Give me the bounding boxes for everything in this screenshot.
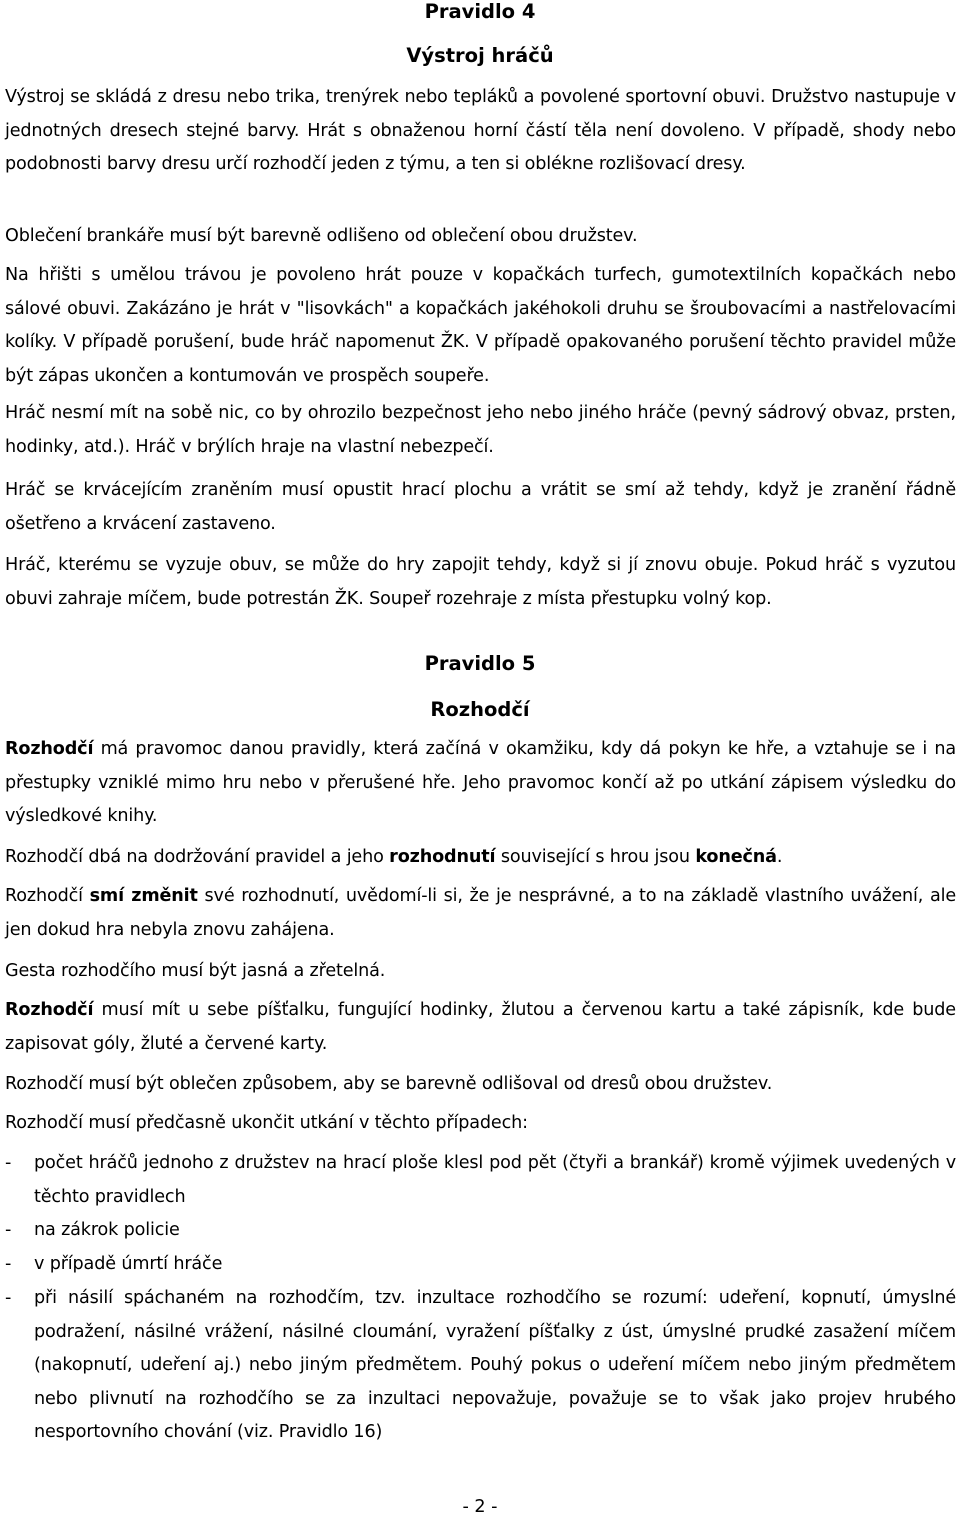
rule5-p3-bold: smí změnit [89, 886, 198, 906]
rule5-p1-text: má pravomoc danou pravidly, která začíná v okamžiku, kdy dá pokyn ke hře, a vztahuje se i na přestupky vzniklé mimo hru nebo v přerušené hře. Jeho pravomoc končí až po utkání zápisem výsledku do výsledkové knihy. [5, 739, 956, 826]
rule5-paragraph-1 [5, 733, 956, 834]
list-item [5, 1248, 956, 1282]
list-dash: - [5, 1288, 12, 1308]
rule5-p3-text-a: Rozhodčí [5, 886, 90, 906]
list-dash: - [5, 1220, 12, 1240]
rule5-p5-bold: Rozhodčí [5, 1000, 94, 1020]
list-dash: - [5, 1153, 12, 1173]
rule5-p1-bold: Rozhodčí [5, 739, 94, 759]
list-item [5, 1147, 956, 1214]
rule4-paragraph-3: Na hřišti s umělou trávou je povoleno hrát pouze v kopačkách turfech, gumotextilních kopačkách nebo sálové obuvi. Zakázáno je hrát v "lisovkách" a kopačkách jakéhokoli druhu se šroubovacími a nastřelovacími kolíky. V případě porušení, bude hráč napomenut ŽK. V případě opakovaného porušení těchto pravidel může být zápas ukončen a kontumován ve prospěch soupeře. [5, 265, 956, 386]
rule4-paragraph-2: Oblečení brankáře musí být barevně odlišeno od oblečení obou družstev. [5, 226, 638, 246]
list-item-text: v případě úmrtí hráče [34, 1254, 223, 1274]
rule5-paragraph-5 [5, 994, 956, 1061]
list-item-text: při násilí spáchaném na rozhodčím, tzv. inzultace rozhodčího se rozumí: udeření, kopnutí, úmyslné podražení, násilné vrážení, násilné cloumání, vyražení píšťalky z úst, úmyslné prudké zasažení míčem (nakopnutí, udeření aj.) nebo jiným předmětem. Pouhý pokus o udeření míčem nebo jiným předmětem nebo plivnutí na rozhodčího se za inzultaci nepovažuje, považuje se to však jako projev hrubého nesportovního chování (viz. Pravidlo 16) [34, 1288, 956, 1442]
page-number: - 2 - [462, 1497, 498, 1517]
rule4-title: Pravidlo 4 [424, 0, 536, 23]
list-item [5, 1282, 956, 1450]
list-dash: - [5, 1254, 12, 1274]
rule5-paragraph-6: Rozhodčí musí být oblečen způsobem, aby se barevně odlišoval od dresů obou družstev. [5, 1074, 773, 1094]
rule5-paragraph-4: Gesta rozhodčího musí být jasná a zřetelná. [5, 961, 386, 981]
rule4-paragraph-1: Výstroj se skládá z dresu nebo trika, trenýrek nebo tepláků a povolené sportovní obuvi. Družstvo nastupuje v jednotných dresech stejné barvy. Hrát s obnaženou horní částí těla není dovoleno. V případě, shody nebo podobnosti barvy dresu určí rozhodčí jeden z týmu, a ten si oblékne rozlišovací dresy. [5, 87, 956, 174]
rule5-subtitle: Rozhodčí [430, 698, 530, 721]
list-item-text: počet hráčů jednoho z družstev na hrací ploše klesl pod pět (čtyři a brankář) kromě výjimek uvedených v těchto pravidlech [34, 1153, 956, 1207]
list-item-text: na zákrok policie [34, 1220, 180, 1240]
rule5-paragraph-2 [5, 841, 956, 875]
rule5-p3-text-c: své rozhodnutí, uvědomí-li si, že je nesprávné, a to na základě vlastního uvážení, ale jen dokud hra nebyla znovu zahájena. [5, 886, 957, 940]
rule4-subtitle: Výstroj hráčů [406, 44, 554, 67]
rule5-p5-text: musí mít u sebe píšťalku, fungující hodinky, žlutou a červenou kartu a také zápisník, kde bude zapisovat góly, žluté a červené karty. [5, 1000, 956, 1054]
rule5-p2-bold-d: konečná [695, 847, 777, 867]
rule5-p2-text-c: související s hrou jsou [495, 847, 696, 867]
rule5-paragraph-7: Rozhodčí musí předčasně ukončit utkání v těchto případech: [5, 1113, 528, 1133]
rule4-paragraph-4: Hráč nesmí mít na sobě nic, co by ohrozilo bezpečnost jeho nebo jiného hráče (pevný sádrový obvaz, prsten, hodinky, atd.). Hráč v brýlích hraje na vlastní nebezpečí. [5, 403, 956, 457]
rule4-paragraph-5: Hráč se krvácejícím zraněním musí opustit hrací plochu a vrátit se smí až tehdy, když je zranění řádně ošetřeno a krvácení zastaveno. [5, 480, 956, 534]
rule5-p2-bold-a: rozhodnutí [389, 847, 496, 867]
rule5-paragraph-3 [5, 880, 956, 947]
list-item [5, 1214, 956, 1248]
rule4-paragraph-6: Hráč, kterému se vyzuje obuv, se může do hry zapojit tehdy, když si jí znovu obuje. Pokud hráč s vyzutou obuvi zahraje míčem, bude potrestán ŽK. Soupeř rozehraje z místa přestupku volný kop. [5, 555, 956, 609]
rule5-p2-text-a: Rozhodčí dbá na dodržování pravidel a jeho [5, 847, 390, 867]
rule5-title: Pravidlo 5 [424, 652, 536, 675]
rule5-p2-text-e: . [776, 847, 783, 867]
